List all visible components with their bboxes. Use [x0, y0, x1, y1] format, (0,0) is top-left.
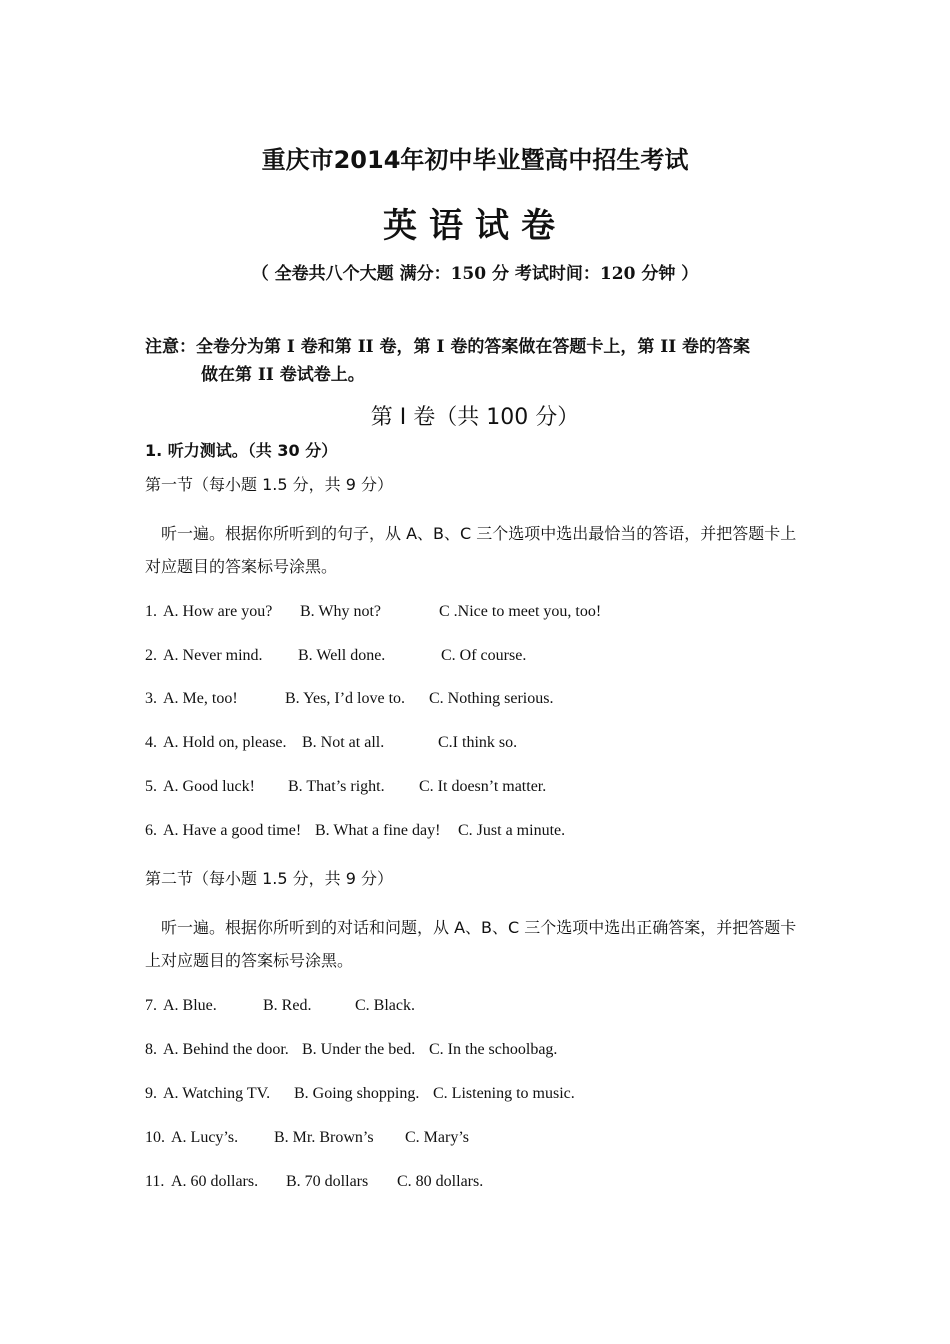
question-number: 9. [145, 1085, 157, 1102]
option-b: B. Yes, I’d love to. [285, 690, 406, 707]
question-2 [145, 647, 526, 665]
subject-title: 英语试卷 [383, 206, 567, 246]
exam-meta: （ 全卷共八个大题 满分：150 分 考试时间：120 分钟 ） [251, 264, 699, 284]
option-c: C. Nothing serious. [429, 690, 554, 707]
question-number: 5. [145, 778, 157, 795]
option-c: C. Just a minute. [458, 822, 566, 839]
option-b: B. Red. [263, 997, 312, 1014]
section-title: 1. 听力测试。（共 30 分） [145, 441, 338, 460]
option-a: A. Behind the door. [163, 1041, 289, 1058]
question-number: 1. [145, 603, 157, 620]
question-7 [145, 997, 415, 1015]
subsection-2-instruction: 听一遍。根据你所听到的对话和问题，从 A、B、C 三个选项中选出正确答案，并把答题卡上对应题目的答案标号涂黑。 [145, 918, 797, 970]
option-c: C. It doesn’t matter. [419, 778, 547, 795]
question-number: 2. [145, 647, 157, 664]
question-number: 7. [145, 997, 157, 1014]
option-a: A. Lucy’s. [171, 1129, 239, 1146]
notice-line-2: 做在第 II 卷试卷上。 [201, 365, 365, 385]
option-b: B. Going shopping. [294, 1085, 420, 1102]
question-1 [145, 603, 601, 621]
option-a: A. Have a good time! [163, 822, 302, 839]
option-a: A. Blue. [163, 997, 217, 1014]
question-number: 11. [145, 1173, 165, 1190]
option-b: B. Mr. Brown’s [274, 1129, 374, 1146]
question-6 [145, 822, 565, 840]
exam-title: 重庆市2014年初中毕业暨高中招生考试 [261, 146, 689, 174]
option-a: A. Hold on, please. [163, 734, 287, 751]
question-11 [145, 1173, 483, 1191]
question-5 [145, 778, 546, 796]
question-number: 10. [145, 1129, 165, 1146]
option-b: B. Why not? [300, 603, 382, 620]
option-a: A. Good luck! [163, 778, 255, 795]
question-number: 4. [145, 734, 157, 751]
option-c: C. 80 dollars. [397, 1173, 484, 1190]
question-number: 6. [145, 822, 157, 839]
part-title: 第 Ⅰ 卷（共 100 分） [370, 405, 580, 430]
option-a: A. Watching TV. [163, 1085, 271, 1102]
option-a: A. Never mind. [163, 647, 263, 664]
option-c: C. In the schoolbag. [429, 1041, 558, 1058]
option-a: A. Me, too! [163, 690, 238, 707]
question-3 [145, 690, 553, 708]
option-c: C. Mary’s [405, 1129, 469, 1146]
question-10 [145, 1129, 469, 1147]
question-4 [145, 734, 517, 752]
option-b: B. Well done. [298, 647, 386, 664]
option-c: C. Of course. [441, 647, 527, 664]
option-b: B. That’s right. [288, 778, 385, 795]
subsection-1-title: 第一节（每小题 1.5 分，共 9 分） [145, 475, 393, 494]
option-c: C. Listening to music. [433, 1085, 575, 1102]
option-b: B. What a fine day! [315, 822, 441, 839]
option-b: B. Not at all. [302, 734, 385, 751]
option-c: C.I think so. [438, 734, 518, 751]
option-a: A. How are you? [163, 603, 273, 620]
question-number: 8. [145, 1041, 157, 1058]
subsection-2-title: 第二节（每小题 1.5 分，共 9 分） [145, 869, 393, 888]
subsection-1-instruction: 听一遍。根据你所听到的句子，从 A、B、C 三个选项中选出最恰当的答语，并把答题卡上对应题目的答案标号涂黑。 [145, 524, 797, 576]
question-number: 3. [145, 690, 157, 707]
option-a: A. 60 dollars. [171, 1173, 259, 1190]
option-c: C. Black. [355, 997, 415, 1014]
option-b: B. 70 dollars [286, 1173, 369, 1190]
notice-line-1: 注意：全卷分为第 I 卷和第 II 卷，第 I 卷的答案做在答题卡上，第 II 卷的答案 [145, 337, 751, 357]
option-c: C .Nice to meet you, too! [439, 603, 602, 620]
notice [145, 333, 805, 389]
question-9 [145, 1085, 575, 1103]
option-b: B. Under the bed. [302, 1041, 416, 1058]
question-8 [145, 1041, 557, 1059]
